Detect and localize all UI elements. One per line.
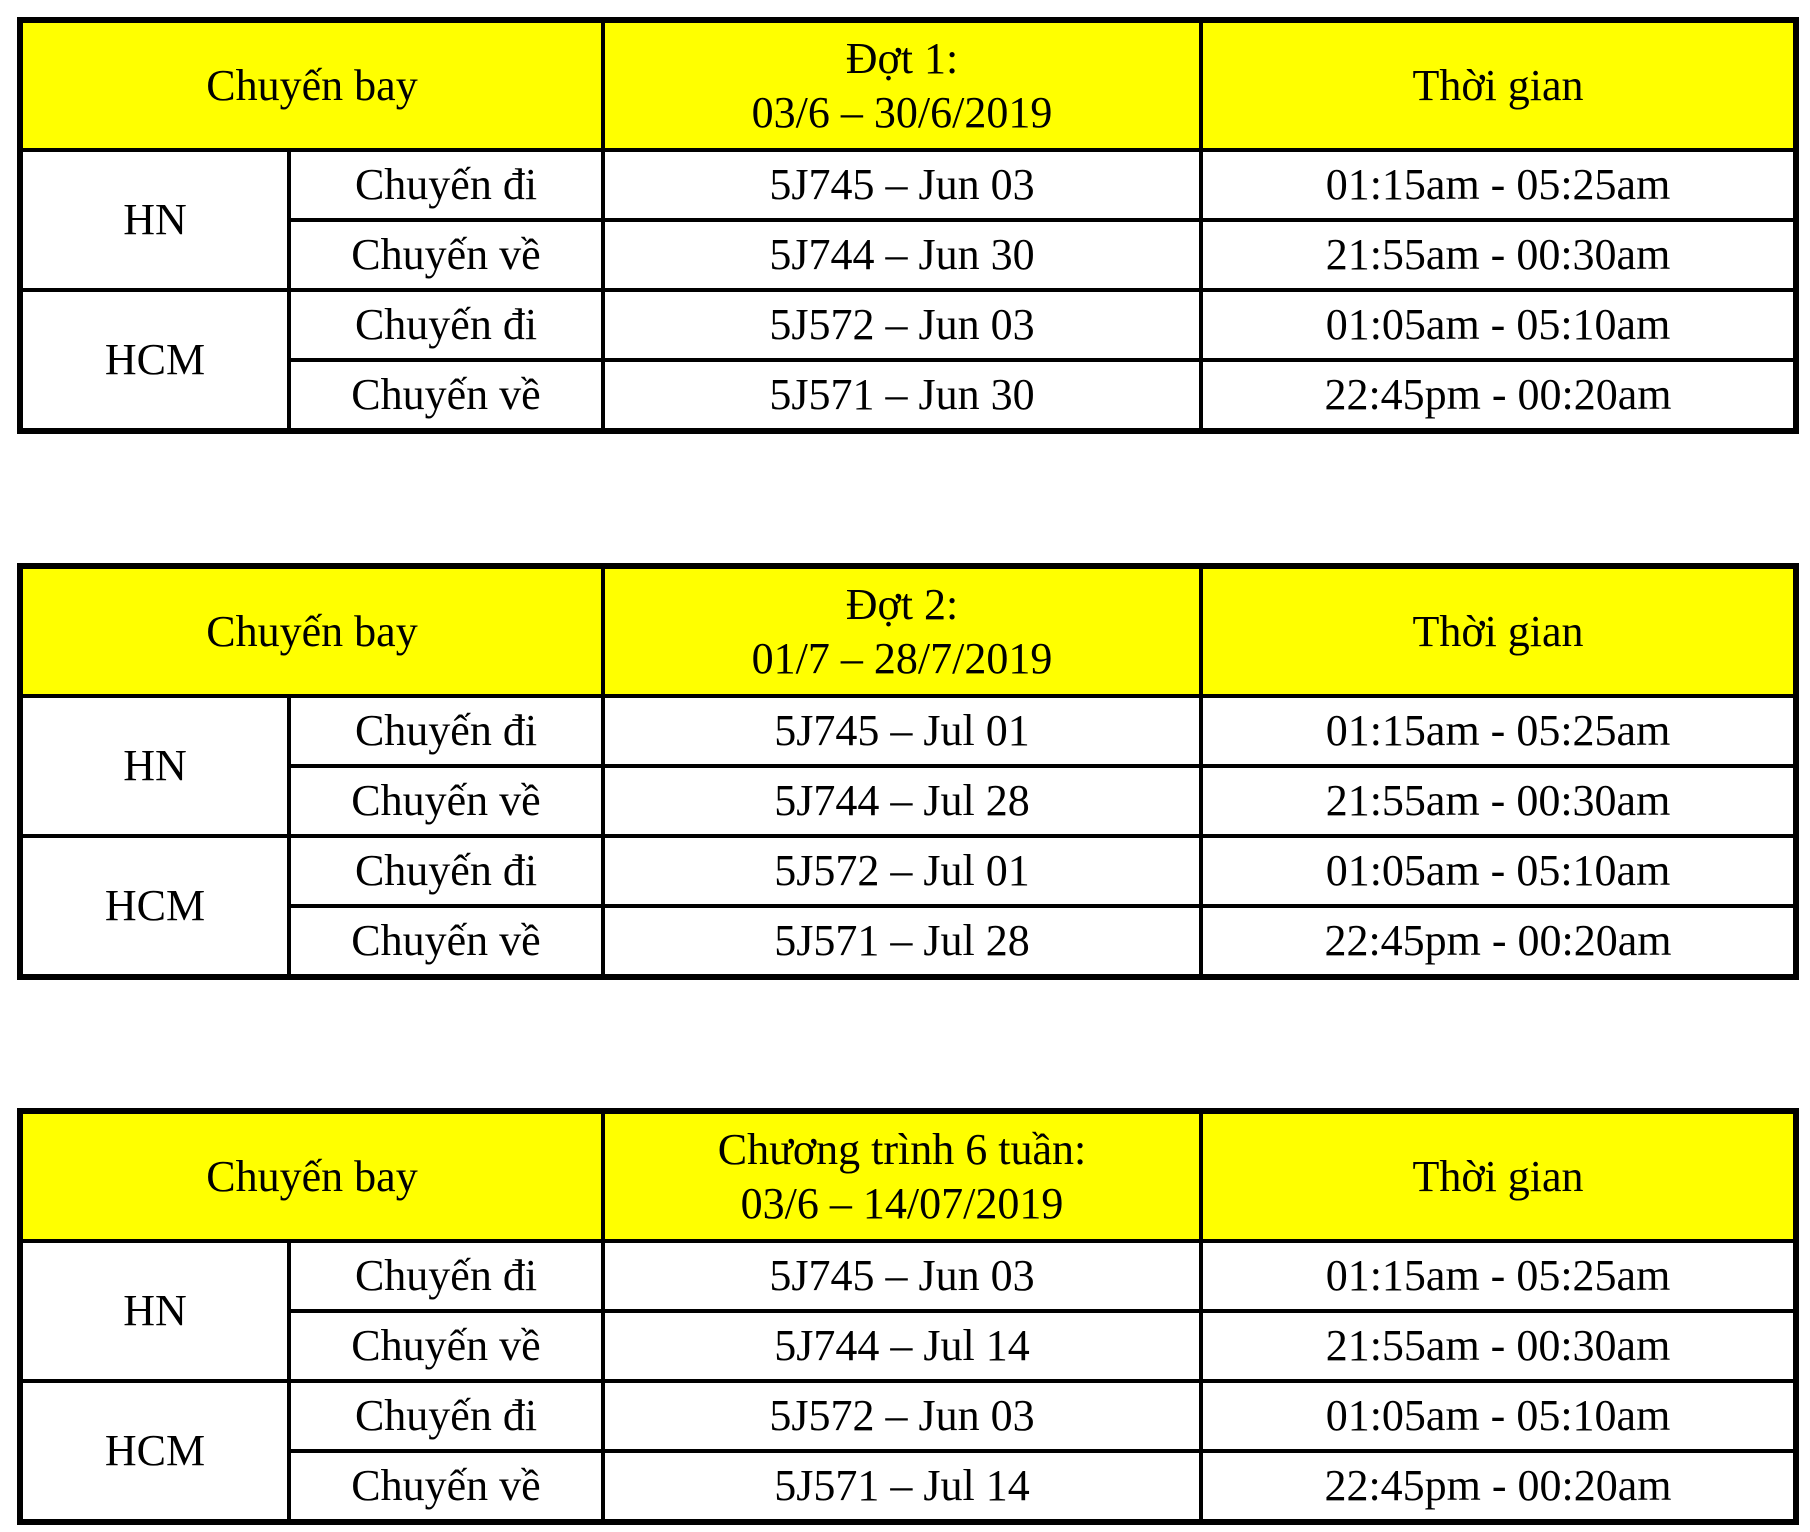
direction-cell: Chuyến đi bbox=[289, 1381, 603, 1451]
time-cell: 22:45pm - 00:20am bbox=[1201, 1451, 1796, 1522]
city-cell: HN bbox=[20, 696, 289, 836]
flight-cell: 5J745 – Jun 03 bbox=[603, 150, 1201, 220]
time-cell: 21:55am - 00:30am bbox=[1201, 220, 1796, 290]
table-row bbox=[20, 836, 1796, 906]
flight-cell: 5J571 – Jul 28 bbox=[603, 906, 1201, 977]
flight-cell: 5J572 – Jun 03 bbox=[603, 1381, 1201, 1451]
flight-schedule-table-1 bbox=[17, 17, 1799, 434]
period-dates: 01/7 – 28/7/2019 bbox=[751, 633, 1053, 683]
table-row bbox=[20, 290, 1796, 360]
direction-cell: Chuyến về bbox=[289, 906, 603, 977]
header-row bbox=[20, 1111, 1796, 1241]
time-header: Thời gian bbox=[1201, 1111, 1796, 1241]
flight-header: Chuyến bay bbox=[20, 20, 603, 150]
city-cell: HCM bbox=[20, 290, 289, 431]
period-dates: 03/6 – 14/07/2019 bbox=[740, 1178, 1064, 1228]
direction-cell: Chuyến về bbox=[289, 1451, 603, 1522]
time-cell: 21:55am - 00:30am bbox=[1201, 1311, 1796, 1381]
time-cell: 01:15am - 05:25am bbox=[1201, 696, 1796, 766]
flight-cell: 5J571 – Jun 30 bbox=[603, 360, 1201, 431]
flight-schedule-table-3 bbox=[17, 1108, 1799, 1525]
time-cell: 01:05am - 05:10am bbox=[1201, 290, 1796, 360]
direction-cell: Chuyến về bbox=[289, 766, 603, 836]
city-cell: HN bbox=[20, 1241, 289, 1381]
period-header bbox=[603, 566, 1201, 696]
period-header bbox=[603, 20, 1201, 150]
time-cell: 01:05am - 05:10am bbox=[1201, 1381, 1796, 1451]
direction-cell: Chuyến đi bbox=[289, 1241, 603, 1311]
city-cell: HCM bbox=[20, 1381, 289, 1522]
time-header: Thời gian bbox=[1201, 20, 1796, 150]
period-title: Chương trình 6 tuần: bbox=[717, 1124, 1087, 1174]
period-header bbox=[603, 1111, 1201, 1241]
direction-cell: Chuyến đi bbox=[289, 696, 603, 766]
period-title: Đợt 2: bbox=[845, 579, 959, 629]
table-row bbox=[20, 1381, 1796, 1451]
flight-cell: 5J745 – Jun 03 bbox=[603, 1241, 1201, 1311]
flight-cell: 5J744 – Jul 14 bbox=[603, 1311, 1201, 1381]
time-cell: 01:05am - 05:10am bbox=[1201, 836, 1796, 906]
flight-cell: 5J744 – Jul 28 bbox=[603, 766, 1201, 836]
time-cell: 22:45pm - 00:20am bbox=[1201, 360, 1796, 431]
direction-cell: Chuyến đi bbox=[289, 150, 603, 220]
table-row bbox=[20, 150, 1796, 220]
period-title: Đợt 1: bbox=[845, 33, 959, 83]
time-cell: 01:15am - 05:25am bbox=[1201, 1241, 1796, 1311]
direction-cell: Chuyến về bbox=[289, 1311, 603, 1381]
time-cell: 21:55am - 00:30am bbox=[1201, 766, 1796, 836]
flight-cell: 5J745 – Jul 01 bbox=[603, 696, 1201, 766]
table-row bbox=[20, 696, 1796, 766]
table-row bbox=[20, 1241, 1796, 1311]
flight-schedule-table-2 bbox=[17, 563, 1799, 980]
period-dates: 03/6 – 30/6/2019 bbox=[751, 87, 1053, 137]
time-cell: 01:15am - 05:25am bbox=[1201, 150, 1796, 220]
direction-cell: Chuyến về bbox=[289, 220, 603, 290]
flight-cell: 5J572 – Jun 03 bbox=[603, 290, 1201, 360]
city-cell: HCM bbox=[20, 836, 289, 977]
direction-cell: Chuyến đi bbox=[289, 836, 603, 906]
direction-cell: Chuyến về bbox=[289, 360, 603, 431]
time-header: Thời gian bbox=[1201, 566, 1796, 696]
time-cell: 22:45pm - 00:20am bbox=[1201, 906, 1796, 977]
flight-cell: 5J572 – Jul 01 bbox=[603, 836, 1201, 906]
header-row bbox=[20, 566, 1796, 696]
flight-cell: 5J571 – Jul 14 bbox=[603, 1451, 1201, 1522]
city-cell: HN bbox=[20, 150, 289, 290]
flight-cell: 5J744 – Jun 30 bbox=[603, 220, 1201, 290]
header-row bbox=[20, 20, 1796, 150]
flight-header: Chuyến bay bbox=[20, 566, 603, 696]
direction-cell: Chuyến đi bbox=[289, 290, 603, 360]
flight-header: Chuyến bay bbox=[20, 1111, 603, 1241]
